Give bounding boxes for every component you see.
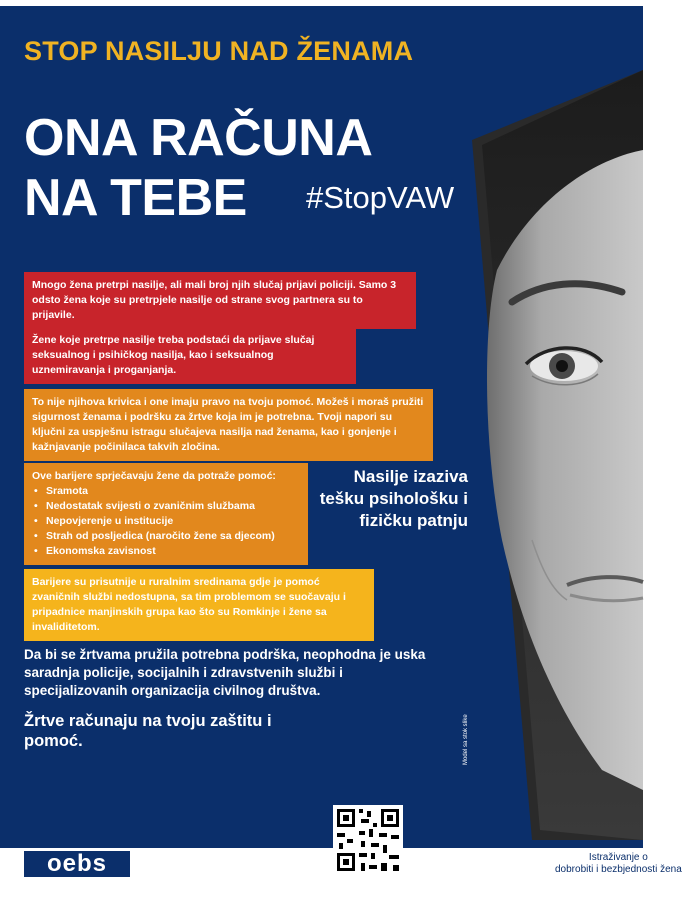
fact-box-not-their-fault: To nije njihova krivica i one imaju pravo na tvoju pomoć. Možeš i moraš pružiti sigurnost ženama i podršku za žrtve koja im je potrebna. Tvoji napori su ključni za uspješnu istragu slučajeva nasilja nad ženama, kao i gonjenje i kažnjavanje počinilaca takvih zločina.	[24, 389, 433, 461]
fact-box-encourage: Žene koje pretrpe nasilje treba podstaći da prijave slučaj seksualnog i psihičkog nasilja, kao i seksualnog uznemiravanja i proganjanja.	[24, 327, 356, 384]
fact-box-reporting: Mnogo žena pretrpi nasilje, ali mali broj njih slučaj prijavi policiji. Samo 3 odsto žena koje su pretrpjele nasilje od strane svog partnera su to prijavile.	[24, 272, 416, 329]
barriers-list	[32, 484, 300, 559]
org-line-3: Misija u Crnoj Gori	[136, 869, 221, 880]
closing-statement: Žrtve računaju na tvoju zaštitu i pomoć.	[24, 712, 272, 750]
headline-line-1: ONA RAČUNA	[24, 109, 373, 167]
barrier-item: • Ekonomska zavisnost	[32, 544, 300, 559]
side-quote: Nasilje izaziva tešku psihološku i fizičku patnju	[319, 467, 468, 530]
hashtag: #StopVAW	[306, 180, 455, 215]
research-line-2: dobrobiti i bezbjednosti žena	[555, 864, 682, 875]
barrier-item: • Sramota	[32, 484, 300, 499]
headline-line-2: NA TEBE	[24, 169, 247, 227]
barriers-intro: Ove barijere sprječavaju žene da potraže pomoć:	[32, 470, 276, 482]
barriers-box	[24, 463, 308, 565]
research-line-1: Istraživanje o	[588, 852, 648, 863]
barrier-item: • Nedostatak svijesti o zvaničnim službama	[32, 499, 300, 514]
photo-credit: Model sa stok slike	[463, 714, 469, 765]
cooperation-paragraph: Da bi se žrtvama pružila potrebna podrška, neophodna je uska saradnja policije, socijalnih i zdravstvenih službi i specijalizovanih organizacija civilnog društva.	[24, 647, 426, 698]
campaign-kicker: STOP NASILJU NAD ŽENAMA	[24, 36, 414, 66]
woman-portrait-image	[472, 70, 643, 840]
barrier-item: • Strah od posljedica (naročito žene sa djecom)	[32, 529, 300, 544]
org-line-1: Organizacija za evropsku	[136, 847, 243, 858]
oebs-logo: oebs	[24, 851, 130, 877]
research-label	[555, 852, 682, 876]
organization-name	[136, 847, 243, 880]
barrier-item: • Nepovjerenje u institucije	[32, 514, 300, 529]
org-line-2: bezbjednost i saradnju	[136, 858, 232, 869]
top-border	[0, 0, 643, 6]
fact-box-rural: Barijere su prisutnije u ruralnim sredinama gdje je pomoć zvaničnih službi nedostupna, sa tim problemom se suočavaju i pripadnice manjinskih grupa kao što su Romkinje i žene sa invaliditetom.	[24, 569, 374, 641]
qr-code[interactable]	[333, 805, 403, 875]
